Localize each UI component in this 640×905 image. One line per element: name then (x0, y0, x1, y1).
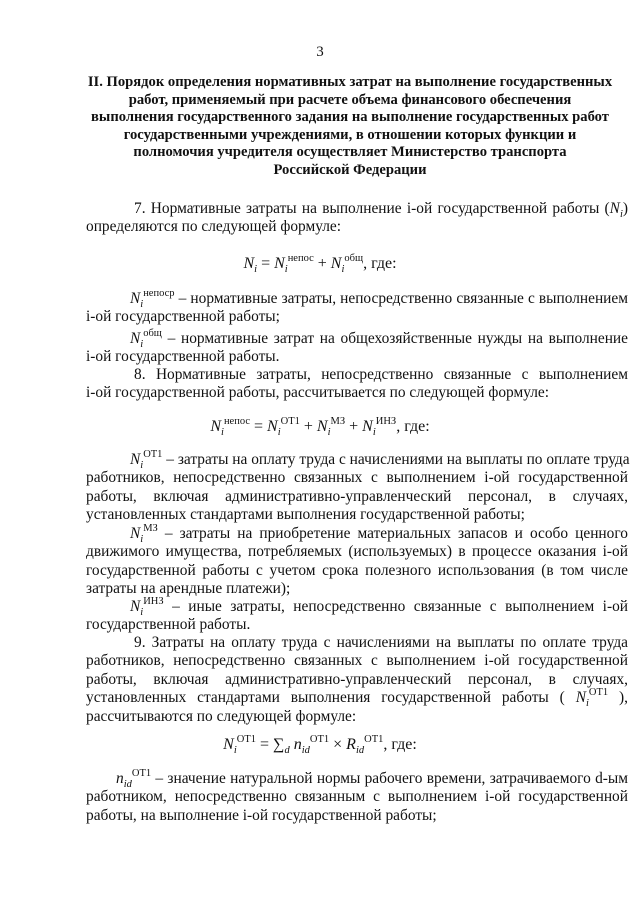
def-text: – иные затраты, непосредственно связанные с выполнением i-ой (163, 598, 628, 615)
def-text: i-ой государственной работы; (86, 308, 280, 326)
def-symbol: n (116, 770, 124, 787)
formula-sup: ОТ1 (280, 416, 300, 427)
formula-sub: i (327, 427, 331, 438)
title-line: II. Порядок определения нормативных затрат на выполнение государственных (87, 74, 613, 90)
paragraph-7 (86, 200, 628, 237)
p9-line: работников, непосредственно связанных с выполнением i-ой государственной (86, 652, 628, 670)
formula-op: + (313, 255, 331, 272)
def-text: затраты на арендные платежи); (86, 580, 291, 598)
def-sub: i (140, 534, 144, 545)
formula-2 (0, 418, 640, 436)
def-symbol: N (130, 525, 141, 542)
formula-sup: ОТ1 (364, 734, 384, 745)
def-text: i-ой государственной работы. (86, 348, 280, 366)
page-number: 3 (316, 44, 324, 60)
def-text: работником, непосредственно связанным с выполнением i-ой государственной (86, 788, 628, 806)
p7-var-sub: i (619, 209, 623, 220)
def-symbol: N (130, 598, 141, 615)
formula-sup: ИНЗ (375, 416, 397, 427)
formula-sub: i (233, 745, 237, 756)
formula-op: + (299, 418, 317, 435)
formula-symbol: n (289, 736, 302, 753)
formula-tail: , где: (363, 255, 397, 272)
paragraph-9 (86, 634, 628, 726)
formula-symbol: N (267, 418, 278, 435)
definition-obsh (86, 330, 628, 367)
title-line: Российской Федерации (273, 161, 427, 178)
def-symbol: N (130, 451, 141, 468)
def-text: – нормативные затраты, непосредственно связанные с выполнением (174, 290, 628, 307)
title-line: полномочия учредителя осуществляет Министерство транспорта (133, 144, 567, 161)
formula-3 (0, 736, 640, 754)
def-symbol: N (130, 330, 141, 347)
def-text: – затраты на приобретение материальных запасов и особо ценного (157, 525, 628, 542)
def-text: работы, на выполнение i-ой государственной работы; (86, 806, 437, 824)
formula-tail: , где: (396, 418, 430, 435)
p9-line: работы, включая административно-управленческий персонал, в случаях, (86, 670, 628, 688)
p9-line: 9. Затраты на оплату труда с начислениями на выплаты по оплате труда (134, 634, 628, 651)
def-text: работы, включая административно-управленческий персонал, в случаях, (86, 487, 628, 505)
formula-symbol: R (346, 736, 356, 753)
p7-var: N (609, 200, 620, 217)
formula-symbol: N (316, 418, 328, 435)
definition-n (86, 770, 628, 825)
formula-symbol: N (243, 255, 255, 272)
title-line: государственными учреждениями, в отношении которых функции и (123, 126, 577, 143)
def-text: – нормативные затрат на общехозяйственные нужды на выполнение (161, 330, 628, 347)
def-sub: i (140, 299, 144, 310)
p9-line: установленных стандартами выполнения государственной работы ( (86, 689, 576, 707)
def-text: установленных стандартами выполнения государственной работы; (86, 506, 525, 524)
formula-sup: ОТ1 (236, 734, 257, 745)
def-symbol: N (130, 290, 141, 307)
formula-sub: i (284, 264, 288, 275)
p9-symbol: N (575, 689, 586, 707)
p7-text: 7. Нормативные затраты на выполнение i-ой государственной работы ( (134, 200, 610, 217)
def-sup: ОТ1 (131, 768, 152, 779)
title-line: выполнения государственного задания на выполнение государственных работ (91, 109, 609, 126)
formula-sub: id (355, 745, 365, 756)
definition-ot1 (86, 451, 628, 525)
def-sup: общ (143, 328, 162, 339)
formula-op: = ∑ (256, 736, 285, 753)
p9-sup: ОТ1 (588, 687, 609, 699)
p7-close: ) (622, 200, 628, 217)
formula-sub: i (221, 427, 224, 438)
definition-inz (86, 598, 628, 635)
formula-sub: id (301, 745, 310, 756)
definition-mz (86, 525, 628, 599)
formula-op: = (257, 255, 275, 272)
formula-symbol: N (330, 255, 342, 272)
def-sub: i (140, 339, 144, 350)
def-sub: i (140, 460, 144, 471)
formula-sup: МЗ (330, 416, 346, 427)
formula-sub: i (372, 427, 376, 438)
formula-op: × (329, 736, 347, 753)
formula-symbol: N (362, 418, 373, 435)
def-text: государственной работы. (86, 616, 251, 634)
formula-symbol: N (274, 255, 285, 272)
formula-tail: , где: (383, 736, 417, 753)
p9-sub: i (585, 698, 589, 710)
def-sup: непоср (143, 288, 175, 299)
formula-sup: непос (223, 416, 251, 427)
def-sub: i (140, 607, 144, 618)
formula-sub: i (341, 264, 345, 275)
formula-sub: i (277, 427, 281, 438)
p7-line2: определяются по следующей формуле: (86, 218, 342, 236)
p9-line: ), (608, 689, 628, 707)
formula-sup: непос (287, 253, 314, 264)
def-text: – затраты на оплату труда с начислениями на выплаты по оплате труда (162, 451, 630, 468)
def-sup: МЗ (143, 523, 158, 534)
def-sup: ИНЗ (143, 596, 164, 607)
formula-sup: общ (344, 253, 364, 264)
def-text: государственной работы с учетом срока полезного использования (в том числе (86, 561, 628, 579)
def-sup: ОТ1 (143, 449, 163, 460)
title-line: работ, применяемый при расчете объема финансового обеспечения (128, 91, 572, 108)
formula-sub: i (254, 264, 258, 275)
formula-op: = (250, 418, 268, 435)
formula-op: + (345, 418, 363, 435)
p8-line1: 8. Нормативные затраты, непосредственно связанные с выполнением (134, 366, 628, 383)
def-text: работников, непосредственно связанных с выполнением i-ой государственной (86, 469, 628, 487)
def-sub: id (123, 779, 132, 790)
formula-symbol: N (223, 736, 234, 753)
def-text: – значение натуральной нормы рабочего времени, затрачиваемого d-ым (151, 770, 628, 787)
p9-line: рассчитываются по следующей формуле: (86, 707, 357, 725)
formula-sup: ОТ1 (309, 734, 330, 745)
p8-line2: i-ой государственной работы, рассчитывается по следующей формуле: (86, 384, 550, 402)
formula-sub: d (284, 745, 290, 756)
formula-1 (0, 255, 640, 273)
def-text: движимого имущества, потребляемых (используемых) в процессе оказания i-ой (86, 543, 628, 561)
paragraph-8 (86, 366, 628, 403)
section-title (70, 74, 630, 180)
definition-nepos (86, 290, 628, 327)
formula-symbol: N (210, 418, 222, 435)
